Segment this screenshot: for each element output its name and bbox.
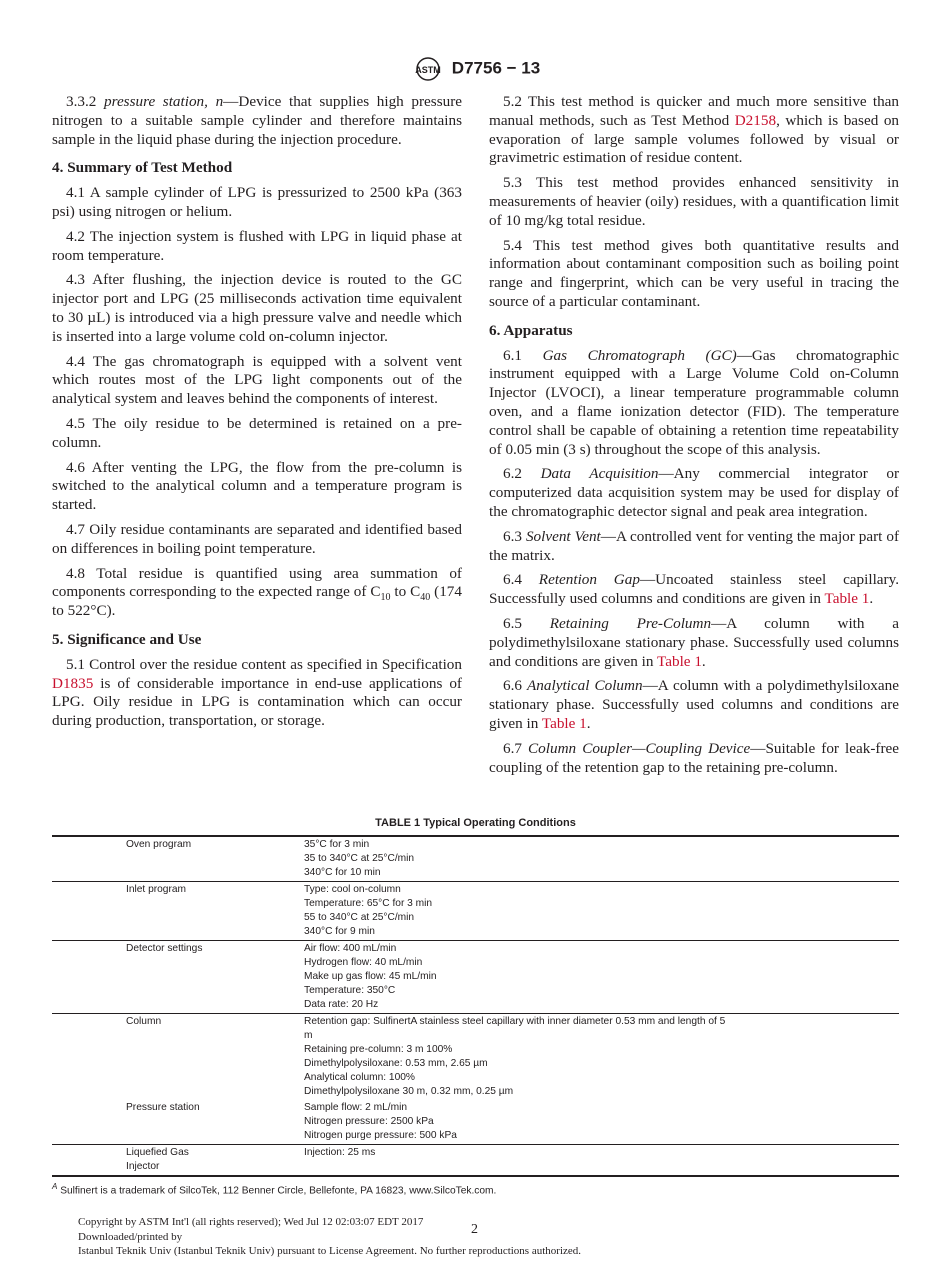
reference-link[interactable]: D2158 <box>734 111 777 129</box>
text: 5.1 Control over the residue content as specified in Specification <box>66 655 462 673</box>
astm-logo-icon <box>410 56 446 82</box>
text: 4.6 After venting the LPG, the flow from the pre-column is switched to the analytical column and a temperature program is started. <box>52 458 462 514</box>
paragraph <box>52 228 462 266</box>
text: —Suitable for leak-free coupling of the retention gap to the retaining pre-column. <box>489 739 899 776</box>
row-value: Nitrogen pressure: 2500 kPa <box>304 1116 434 1127</box>
table-1 <box>52 816 899 1198</box>
table-row <box>52 837 899 882</box>
text: —A column with a polydimethylsiloxane stationary phase. Successfully used columns and conditions are given in <box>489 614 899 670</box>
paragraph <box>489 93 899 168</box>
table-row <box>52 1145 899 1177</box>
term: Solvent Vent <box>525 527 601 545</box>
row-label: Detector settings <box>126 943 203 954</box>
paragraph <box>52 521 462 559</box>
text: 4.3 After flushing, the injection device is routed to the GC injector port and LPG (25 milliseconds activation time equivalent to 30 µL) is introduced via a high pressure valve and needle which is inserted into a large volume cold on-column injector. <box>52 271 462 345</box>
right-column <box>489 93 899 783</box>
text: 6.3 <box>503 527 526 545</box>
text: —Uncoated stainless steel capillary. Successfully used columns and conditions are given in <box>489 571 899 608</box>
table-title: TABLE 1 Typical Operating Conditions <box>375 817 576 829</box>
footnote-mark: A <box>52 1182 58 1191</box>
text: 4.7 Oily residue contaminants are separated and identified based on differences in boiling point temperature. <box>52 520 462 557</box>
page-header <box>0 56 950 82</box>
row-value: Temperature: 350°C <box>304 985 396 996</box>
text: —A column with a polydimethylsiloxane stationary phase. Successfully used columns and conditions are given in <box>489 677 899 732</box>
row-value: 55 to 340°C at 25°C/min <box>304 912 415 923</box>
left-column <box>52 93 462 737</box>
row-value: Data rate: 20 Hz <box>304 999 379 1010</box>
paragraph <box>52 565 462 621</box>
text: 3.3.2 <box>66 93 104 110</box>
text: . <box>701 652 706 670</box>
row-value: Nitrogen purge pressure: 500 kPa <box>304 1130 457 1141</box>
section-heading <box>52 631 462 650</box>
row-value: Air flow: 400 mL/min <box>304 943 397 954</box>
text: 6.1 <box>503 346 543 364</box>
footer-line: Copyright by ASTM Int'l (all rights reserved); Wed Jul 12 02:03:07 EDT 2017 <box>78 1216 424 1228</box>
row-label: Injector <box>126 1161 160 1172</box>
row-value: 340°C for 9 min <box>304 926 375 937</box>
text: 5.2 This test method is quicker and much more sensitive than manual methods, such as Test Method <box>489 93 899 129</box>
term: Column Coupler—Coupling Device <box>528 739 751 757</box>
text: 4.5 The oily residue to be determined is retained on a pre-column. <box>52 414 462 451</box>
table-footnote <box>52 1180 899 1198</box>
row-value: Analytical column: 100% <box>304 1072 415 1083</box>
term: pressure station, n <box>104 93 224 110</box>
text: (174 to 522°C). <box>52 583 462 620</box>
text: —A controlled vent for venting the major part of the matrix. <box>489 527 899 564</box>
footnote-text: Sulfinert is a trademark of SilcoTek, 112 Benner Circle, Bellefonte, PA 16823, www.SilcoTek.com. <box>60 1185 497 1197</box>
paragraph <box>489 465 899 521</box>
row-value: Hydrogen flow: 40 mL/min <box>304 957 423 968</box>
paragraph <box>52 656 462 731</box>
row-label: Column <box>126 1016 162 1027</box>
text: 6.2 <box>503 465 541 483</box>
paragraph <box>489 740 899 778</box>
row-value: Sample flow: 2 mL/min <box>304 1102 408 1113</box>
row-value: Type: cool on-column <box>304 884 401 895</box>
row-value: Retention gap: SulfinertA stainless steel capillary with inner diameter 0.53 mm and length of 5 m <box>304 1016 726 1041</box>
reference-link[interactable]: Table 1 <box>824 590 870 608</box>
table-row <box>52 1014 899 1100</box>
term: Gas Chromatograph (GC) <box>542 346 737 364</box>
text: —Gas chromatographic instrument equipped with a Large Volume Cold on-Column Injector (LVOCI), a linear temperature programmable column oven, and a flame ionization detector (FID). The temperature control shall be capable of obtaining a retention time repeatability of 0.05 min (3 s) throughout the scope of this analysis. <box>489 346 900 458</box>
copyright-footer <box>78 1215 581 1259</box>
paragraph <box>52 353 462 409</box>
row-value: 340°C for 10 min <box>304 867 381 878</box>
row-value: Temperature: 65°C for 3 min <box>304 898 433 909</box>
paragraph <box>489 615 899 671</box>
paragraph <box>489 174 899 230</box>
footer-line: Istanbul Teknik Univ (Istanbul Teknik Univ) pursuant to License Agreement. No further reproductions authorized. <box>78 1245 582 1257</box>
row-label: Liquefied Gas <box>126 1147 189 1158</box>
row-value: Retaining pre-column: 3 m 100% <box>304 1044 453 1055</box>
table-row <box>52 882 899 941</box>
paragraph <box>52 184 462 222</box>
text: 10 <box>380 592 391 604</box>
reference-link[interactable]: Table 1 <box>657 652 702 670</box>
page-number: 2 <box>471 1222 478 1237</box>
term: Retention Gap <box>538 571 640 589</box>
text: 6.4 <box>503 571 539 589</box>
svg-text:ASTM: ASTM <box>415 65 441 75</box>
text: 6.5 <box>503 614 550 632</box>
text: 40 <box>420 592 431 604</box>
paragraph <box>489 571 899 609</box>
section-heading <box>52 159 462 178</box>
text: , which is based on evaporation of large sample volumes followed by visual or gravimetric estimation of residue content. <box>489 111 900 167</box>
section-heading <box>489 322 899 341</box>
text: . <box>869 590 874 608</box>
row-label: Inlet program <box>126 884 187 895</box>
reference-link[interactable]: D1835 <box>52 674 94 692</box>
paragraph <box>52 93 462 149</box>
text: 5. Significance and Use <box>52 630 202 648</box>
table-row <box>52 1100 899 1145</box>
term: Analytical Column <box>527 677 643 695</box>
term: Data Acquisition <box>540 465 659 483</box>
table-row <box>52 941 899 1014</box>
paragraph <box>52 415 462 453</box>
text: 4.4 The gas chromatograph is equipped with a solvent vent which routes most of the LPG light components out of the analytical system and leaves behind the components of interest. <box>52 352 462 408</box>
text: 4. Summary of Test Method <box>52 159 233 177</box>
text: 4.8 Total residue is quantified using area summation of components corresponding to the expected range of C <box>52 564 462 601</box>
row-value: Dimethylpolysiloxane: 0.53 mm, 2.65 µm <box>304 1058 488 1069</box>
text: 6. Apparatus <box>489 321 573 339</box>
footer-line: Downloaded/printed by <box>78 1230 183 1243</box>
paragraph <box>489 528 899 566</box>
text: —Any commercial integrator or computerized data acquisition system may be used for display of the chromatographic detector signal and peak area integration. <box>489 465 899 520</box>
row-value: Make up gas flow: 45 mL/min <box>304 971 437 982</box>
text: 6.6 <box>503 677 528 695</box>
row-value: 35 to 340°C at 25°C/min <box>304 853 415 864</box>
text: . <box>586 714 591 732</box>
row-value: 35°C for 3 min <box>304 839 370 850</box>
paragraph <box>52 459 462 515</box>
designation: D7756 − 13 <box>451 58 541 78</box>
text: —Device that supplies high pressure nitrogen to a suitable sample cylinder and therefore maintains sample in the liquid phase during the injection procedure. <box>52 93 462 148</box>
text: 5.4 This test method gives both quantitative results and information about contaminant composition such as boiling point range and fingerprint, which can be very useful in tracing the source of a particular contaminant. <box>489 236 899 310</box>
text: 5.3 This test method provides enhanced sensitivity in measurements of heavier (oily) residues, with a quantification limit of 10 mg/kg total residue. <box>489 174 899 229</box>
row-label: Pressure station <box>126 1102 200 1113</box>
paragraph <box>489 237 899 312</box>
text: to C <box>390 583 421 601</box>
row-value: Injection: 25 ms <box>304 1147 376 1158</box>
row-label: Oven program <box>126 839 192 850</box>
reference-link[interactable]: Table 1 <box>541 714 587 732</box>
text: 4.2 The injection system is flushed with LPG in liquid phase at room temperature. <box>52 227 462 264</box>
term: Retaining Pre-Column <box>549 614 712 632</box>
text: 6.7 <box>503 739 529 757</box>
text: is of considerable importance in end-use applications of LPG. Oily residue in LPG is contamination which can occur during production, transportation, or storage. <box>52 674 462 730</box>
row-value: Dimethylpolysiloxane 30 m, 0.32 mm, 0.25 µm <box>304 1086 514 1097</box>
paragraph <box>489 347 899 460</box>
paragraph <box>489 677 899 733</box>
paragraph <box>52 271 462 346</box>
text: 4.1 A sample cylinder of LPG is pressurized to 2500 kPa (363 psi) using nitrogen or helium. <box>52 184 462 220</box>
